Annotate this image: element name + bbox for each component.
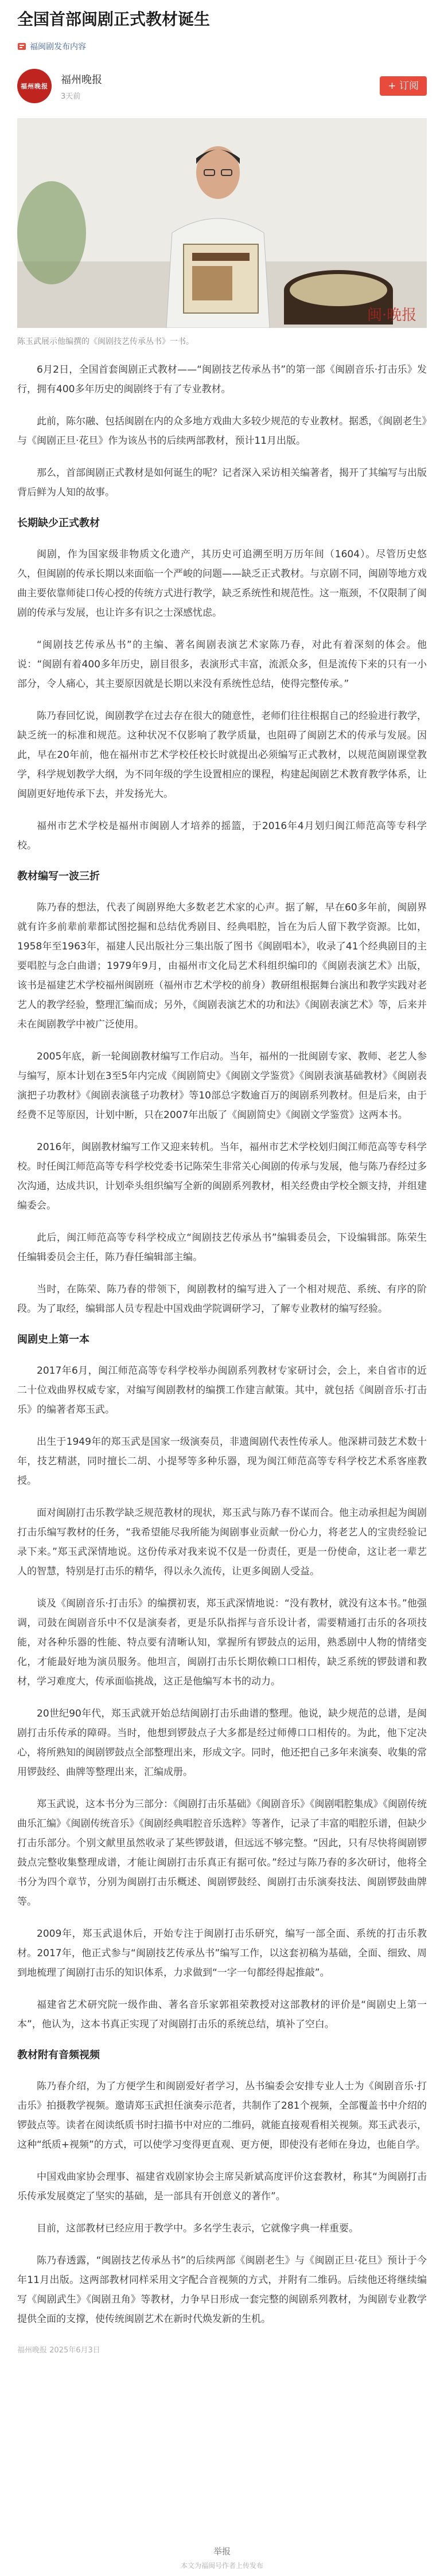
article-paragraph: 当时，在陈荣、陈乃春的带领下，闽剧教材的编写进入了一个相对规范、系统、有序的阶段。为了取经，编辑部人员专程赴中国戏曲学院调研学习，了解专业教材的编写经验。	[17, 1284, 427, 1315]
article-paragraph: 目前，这部教材已经应用于教学中。多名学生表示，它就像字典一样重要。	[37, 2223, 359, 2234]
article-paragraph: 闽剧，作为国家级非物质文化遗产，其历史可追溯至明万历年间（1604）。尽管历史悠久，但闽剧的传承长期以来面临一个严峻的问题——缺乏正式教材。与京剧不同，闽剧等地方戏曲主要依靠师徒口传心授的传统方式进行教学，缺乏系统性和规范性。这一瓶颈，不仅限制了闽剧的传承与发展，也让许多有识之士深感忧虑。	[17, 549, 427, 619]
article-paragraph: 6月2日，全国首套闽剧正式教材——“闽剧技艺传承丛书”的第一部《闽剧音乐·打击乐》发行，拥有400多年历史的闽剧终于有了专业教材。	[17, 364, 427, 395]
photo-illustration	[17, 118, 427, 328]
article-paragraph: 谈及《闽剧音乐·打击乐》的编撰初衷，郑玉武深情地说：“没有教材，就没有这本书。”他强调，司鼓在闽剧音乐中不仅是演奏者，更是乐队指挥与音乐设计者，需要精通打击乐的各项技能，对各种乐器的性能、特点要有清晰认知，掌握所有锣鼓点的运用，熟悉剧中人物的情绪变化，才能最好地为演员服务。他坦言，闽剧打击乐长期依赖口口相传，缺乏系统的锣鼓谱和教材，学习难度大，传承面临挑战，这正是他编写本书的动力。	[17, 1598, 427, 1687]
article-paragraph: 2017年6月，闽江师范高等专科学校举办闽剧系列教材专家研讨会，会上，来自省市的近二十位戏曲界权威专家，对编写闽剧教材的编撰工作建言献策。其中，就包括《闽剧音乐·打击乐》的编著者郑玉武。	[17, 1365, 427, 1416]
publish-footer: 福州晚报 2025年6月3日	[17, 2346, 100, 2355]
avatar[interactable]	[17, 69, 52, 103]
article-paragraph: 2009年，郑玉武退休后，开始专注于闽剧打击乐研究，编写一部全面、系统的打击乐教材。2017年，他正式参与“闽剧技艺传承丛书”编写工作，以这套初稿为基础，全面、细致、周到地梳理了闽剧打击乐的知识体系，力求做到“一字一句都经得起推敲”。	[17, 1928, 427, 1979]
article-body	[17, 360, 427, 2329]
article-paragraph: 福建省艺术研究院一级作曲、著名音乐家郭祖荣教授对这部教材的评价是“闽剧史上第一本”，他认为，这本书真正实现了对闽剧打击乐的系统总结，填补了空白。	[17, 1999, 427, 2030]
section-heading: 教材附有音频视频	[17, 2049, 100, 2061]
article-paragraph: 此后，闽江师范高等专科学校成立“闽剧技艺传承丛书”编辑委员会，下设编辑部。陈荣生任编辑委员会主任，陈乃春任编辑部主编。	[17, 1232, 427, 1263]
footer-note: 本文为福闽号作者上传发布	[180, 2562, 263, 2570]
photo-watermark: 闽·晚报	[367, 307, 417, 324]
article-paragraph: 陈乃春介绍，为了方便学生和闽剧爱好者学习，丛书编委会安排专业人士为《闽剧音乐·打击乐》拍摄教学视频。邀请郑玉武担任演奏示范者，共制作了281个视频，全部覆盖书中介绍的锣鼓点等。读者在阅读纸质书时扫描书中对应的二维码，就能直接观看相关视频。郑玉武表示，这种“纸质+视频”的方式，可以使学习变得更直观、更方便，即使没有老师在身边，也能自学。	[17, 2081, 427, 2151]
author-name[interactable]: 福州晚报	[61, 73, 102, 86]
article-paragraph: 郑玉武说，这本书分为三部分：《闽剧打击乐基础》《闽剧音乐》《闽剧唱腔集成》《闽剧传统曲乐汇编》《闽剧传统音乐》《闽剧经典唱腔音乐选粹》等著作，记录了丰富的唱腔乐谱，但缺少打击乐部分。个别文献里虽然收录了某些锣鼓谱，但远远不够完整。“因此，只有尽快将闽剧锣鼓点完整收集整理成谱，才能让闽剧打击乐真正有据可依。”经过与陈乃春的多次研讨，他将全书分为四个章节，分别为闽剧打击乐概述、闽剧锣鼓经、闽剧打击乐演奏技法、闽剧锣鼓曲牌等。	[17, 1799, 427, 1907]
article-title: 全国首部闽剧正式教材诞生	[17, 10, 211, 29]
article-paragraph: 出生于1949年的郑玉武是国家一级演奏员，非遗闽剧代表性传承人。他深耕司鼓艺术数十年，技艺精湛，同时擅长二胡、小提琴等多种乐器，现为闽江师范高等专科学校艺术系客座教授。	[17, 1436, 427, 1487]
report-link[interactable]: 举报	[213, 2546, 231, 2557]
article-paragraph: 陈乃春的想法，代表了闽剧界绝大多数老艺术家的心声。据了解，早在60多年前，闽剧界就有许多前辈前辈都试图挖掘和总结优秀剧目、经典唱腔，旨在为后人留下教学资源。比如，1958年至1963年，福建人民出版社分三集出版了图书《闽剧唱本》，收录了41个经典剧目的主要唱腔与念白曲谱；1979年9月，由福州市文化局艺术科组织编印的《闽剧表演艺术》出版，该书是福建艺术学校福州闽剧班（福州市艺术学校的前身）教研组根据舞台演出和教学实践对老艺人的教学经验，整理汇编而成；另外，《闽剧表演艺术的功和法》《闽剧表演艺术》等，后来并未在闽剧教学中被广泛使用。	[17, 902, 427, 1030]
publish-time: 3天前	[61, 92, 81, 101]
article-paragraph: 20世纪90年代，郑玉武就开始总结闽剧打击乐曲谱的整理。他说，缺少规范的总谱，是闽剧打击乐传承的障碍。当时，他想到锣鼓点子大多都是经过师傅口口相传的。为此，他下定决心，将所熟知的闽剧锣鼓点全部整理出来，形成文字。同时，他还把自己多年来演奏、收集的常用锣鼓经、曲牌等整理出来，汇编成册。	[17, 1708, 427, 1778]
author-info	[61, 72, 380, 101]
avatar-text: 福州晚报	[21, 83, 48, 90]
section-heading: 长期缺少正式教材	[17, 517, 100, 529]
article-paragraph: 2016年，闽剧教材编写工作又迎来转机。当年，福州市艺术学校划归闽江师范高等专科学校。时任闽江师范高等专科学校党委书记陈荣生非常关心闽剧的传承与发展，他与陈乃春经过多次沟通，达成共识，计划牵头组织编写全新的闽剧系列教材，相关经费由学校全额支持，并组建编委会。	[17, 1142, 427, 1211]
article-paragraph: 陈乃春回忆说，闽剧教学在过去存在很大的随意性，老师们往往根据自己的经验进行教学，缺乏统一的标准和规范。这种状况不仅影响了教学质量，也阻碍了闽剧艺术的传承与发展。因此，早在20年前，他在福州市艺术学校任校长时就提出必须编写正式教材，以规范闽剧课堂教学，科学规划教学大纲，为不同年级的学生设置相应的课程，构建起闽剧艺术教育教学体系，让闽剧更好地传承下去，并发扬光大。	[17, 710, 427, 800]
follow-button[interactable]: + 订阅	[380, 76, 427, 96]
article-photo	[17, 118, 427, 328]
article-paragraph: 陈乃春透露，“闽剧技艺传承丛书”的后续两部《闽剧老生》与《闽剧正旦·花旦》预计于今年11月出版。这两部教材同样采用文字配合音视频的方式，并附有二维码。后续他还将继续编写《闽剧武生》《闽剧丑角》等教材，力争早日形成一套完整的闽剧系列教材，为闽剧专业教学提供全面的支撑，使传统闽剧艺术在新时代焕发新的生机。	[17, 2255, 427, 2325]
article-paragraph: 福州市艺术学校是福州市闽剧人才培养的摇篮，于2016年4月划归闽江师范高等专科学校。	[17, 820, 427, 851]
source-line[interactable]	[17, 40, 427, 53]
article-paragraph: 中国戏曲家协会理事、福建省戏剧家协会主席吴新斌高度评价这套教材，称其“为闽剧打击乐传承发展奠定了坚实的基础，是一部具有开创意义的著作”。	[17, 2171, 427, 2202]
article-paragraph: 2005年底，新一轮闽剧教材编写工作启动。当年，福州的一批闽剧专家、教师、老艺人参与编写，原本计划在3至5年内完成《闽剧简史》《闽剧文学鉴赏》《闽剧表演基础教材》《闽剧表演把子功教材》《闽剧表演毯子功教材》等10部总字数逾百万的闽剧系列教材。但是后来，由于经费不足等原因，计划中断，只在2007年出版了《闽剧简史》《闽剧文学鉴赏》这两本书。	[17, 1051, 427, 1121]
author-row	[17, 68, 427, 104]
source-label: 福闽剧发布内容	[30, 42, 86, 52]
article-paragraph: 此前，陈尔融、包括闽剧在内的众多地方戏曲大多较少规范的专业教材。据悉，《闽剧老生》与《闽剧正旦·花旦》作为该丛书的后续两部教材，预计11月出版。	[17, 416, 427, 447]
page-footer	[0, 2542, 444, 2576]
article-paragraph: 那么，首部闽剧正式教材是如何诞生的呢？记者深入采访相关编著者，揭开了其编写与出版背后鲜为人知的故事。	[17, 467, 427, 498]
article-paragraph: “闽剧技艺传承丛书”的主编、著名闽剧表演艺术家陈乃春，对此有着深刻的体会。他说：“闽剧有着400多年历史，剧目很多，表演形式丰富，流派众多，但是流传下来的只有一小部分，令人痛心，其主要原因就是长期以来没有系统性总结，使得完整传承。”	[17, 639, 427, 690]
section-heading: 教材编写一波三折	[17, 870, 100, 882]
source-icon	[17, 42, 26, 51]
section-heading: 闽剧史上第一本	[17, 1334, 89, 1346]
article-paragraph: 面对闽剧打击乐教学缺乏规范教材的现状，郑玉武与陈乃春不谋而合。他主动承担起为闽剧打击乐编写教材的任务，“我希望能尽我所能为闽剧事业贡献一份心力，将老艺人的宝贵经验记录下来。”郑玉武深情地说。这份传承对我来说不仅是一份责任，更是一份使命，这让老一辈艺人的智慧，特别是打击乐的精华，得以永久流传，让更多闽剧人受益。	[17, 1507, 427, 1577]
photo-caption: 陈玉武展示他编撰的《闽剧技艺传承丛书》一书。	[17, 337, 194, 346]
